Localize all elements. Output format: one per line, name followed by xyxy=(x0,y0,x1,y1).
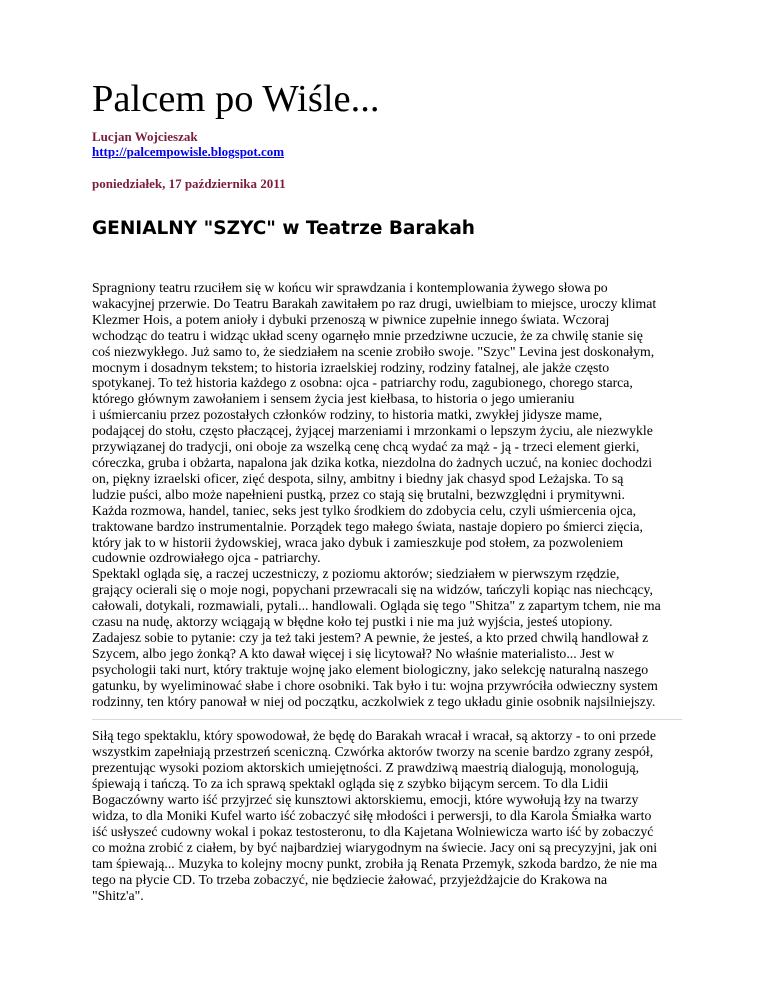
post-paragraph-1 xyxy=(92,280,682,720)
author-name: Lucjan Wojcieszak xyxy=(92,129,198,144)
text-line: podającej do stołu, często płaczącej, żyjącej marzeniami i mrzonkami o lepszym życiu, ale niezwykle xyxy=(92,423,653,439)
text-line: Siłą tego spektaklu, który spowodował, że będę do Barakah wracał i wracał, są aktorzy - to oni przede xyxy=(92,728,656,744)
text-line: wszystkim zapełniają przestrzeń sceniczną. Czwórka aktorów tworzy na scenie bardzo zgrany zespół, xyxy=(92,744,654,760)
text-line: "Shitz'a". xyxy=(92,887,144,903)
text-line: mocnym i dosadnym tekstem; to historia izraelskiej rodziny, rodziny fatalnej, ale jakże często xyxy=(92,359,610,375)
page xyxy=(92,76,682,903)
text-line: wakacyjnej przerwie. Do Teatru Barakah zawitałem po raz drugi, uwielbiam to miejsce, uroczy klimat xyxy=(92,295,657,311)
text-line: który jak to w historii żydowskiej, wraca jako dybuk i zamieszkuje pod stołem, za pozwoleniem xyxy=(92,534,624,550)
text-line: tego na płycie CD. To trzeba zobaczyć, nie będziecie żałować, przyjeżdżajcie do Krakowa na xyxy=(92,871,608,887)
text-line: Spektakl ogląda się, a raczej uczestniczy, z poziomu aktorów; siedziałem w pierwszym rzędzie, xyxy=(92,566,620,582)
text-line: grający ocierali się o moje nogi, popychani przewracali się na widzów, tańczyli kopiąc nas niechcący, xyxy=(92,582,653,598)
text-line: traktowane bardzo instrumentalnie. Porządek tego małego świata, nastaje dopiero po śmierci zięcia, xyxy=(92,518,643,534)
text-line: Każda rozmowa, handel, taniec, seks jest tylko środkiem do zdobycia celu, czyli uśmiercenia ojca, xyxy=(92,502,637,518)
text-line: córeczka, gruba i obżarta, napalona jak dzika kotka, niezdolna do żadnych uczuć, na koniec dochodzi xyxy=(92,454,653,470)
text-line: którego głównym zawołaniem i sensem życia jest kiełbasa, to historia o jego umieraniu xyxy=(92,391,575,407)
blog-title: Palcem po Wiśle... xyxy=(92,78,380,120)
text-line: ludzie puści, albo może napełnieni pustką, przez co stają się brutalni, bezwzględni i prymitywni. xyxy=(92,486,625,502)
text-line: Szycem, albo jego żonką? A kto dawał więcej i się licytował? No właśnie materialisto... Jest w xyxy=(92,645,615,661)
text-line: iść usłyszeć cudowny wokal i pokaz testosteronu, to dla Kajetana Wolniewicza warto iść by zobaczyć xyxy=(92,823,654,839)
text-line: prezentując wysoki poziom aktorskich umiejętności. Z prawdziwą maestrią dialogują, monologują, xyxy=(92,760,640,776)
post-body xyxy=(92,280,682,903)
text-line: psychologii taki nurt, który traktuje wojnę jako element biologiczny, jako selekcję naturalną naszego xyxy=(92,661,649,677)
text-line: cudownie ozdrowiałego ojca - patriarchy. xyxy=(92,550,321,566)
post-date: poniedziałek, 17 października 2011 xyxy=(92,176,286,191)
text-line: co można zrobić z ciałem, by być najbardziej wiarygodnym na świecie. Jacy oni są precyzyjni, jak oni xyxy=(92,839,658,855)
text-line: Bogaczówny warto iść przyjrzeć się kunsztowi aktorskiemu, emocji, które wywołują łzy na twarzy xyxy=(92,792,639,808)
blog-url-line xyxy=(92,144,682,159)
text-line: Zadajesz sobie to pytanie: czy ja też taki jestem? A pewnie, że jesteś, a kto przed chwilą handlował z xyxy=(92,629,649,645)
text-line: całowali, dotykali, rozmawiali, pytali... handlowali. Ogląda się tego "Shitza" z zapartym tchem, nie ma xyxy=(92,598,661,614)
text-line: rodzinny, ten który panował w niej od początku, aczkolwiek z tego układu ginie osobnik najsilniejszy. xyxy=(92,693,656,709)
text-line: gatunku, by wyeliminować słabe i chore osobniki. Tak było i tu: wojna przywróciła odwieczny system xyxy=(92,677,658,693)
text-line: śpiewają i tańczą. To za ich sprawą spektakl ogląda się z szybko bijącym sercem. To dla Lidii xyxy=(92,776,609,792)
text-line: widza, to dla Moniki Kufel warto iść zobaczyć siłę młodości i perwersji, to dla Karola Śmiałka warto xyxy=(92,808,652,823)
text-line: Klezmer Hois, a potem anioły i dybuki przenoszą w piwnice zupełnie innego świata. Wczoraj xyxy=(92,311,610,327)
text-line: i uśmiercaniu przez pozostałych członków rodziny, to historia matki, zwykłej jidysze mame, xyxy=(92,407,603,423)
post-title: GENIALNY "SZYC" w Teatrze Barakah xyxy=(92,218,475,239)
text-line: tam śpiewają... Muzyka to kolejny mocny punkt, zrobiła ją Renata Przemyk, szkoda bardzo, że nie ma xyxy=(92,855,658,871)
text-line: przywiązanej do tradycji, oni oboje za wszelką cenę chcą wydać za mąż - ją - trzeci element gierki, xyxy=(92,439,640,455)
text-line: wchodząc do teatru i widząc układ sceny ogarnęło mnie przedziwne uczucie, że za chwilę stanie się xyxy=(92,327,643,343)
blog-meta xyxy=(92,129,682,159)
text-line: coś niezwykłego. Już samo to, że siedziałem na scenie zrobiło swoje. "Szyc" Levina jest doskonałym, xyxy=(92,343,655,359)
text-line: Spragniony teatru rzuciłem się w końcu wir sprawdzania i kontemplowania żywego słowa po xyxy=(92,280,608,295)
blog-url-link[interactable]: http://palcempowisle.blogspot.com xyxy=(92,144,285,159)
text-line: czasu na nudę, aktorzy wciągają w błędne koło tej pustki i nie ma już wyjścia, jesteś utopiony. xyxy=(92,614,613,630)
text-line: on, piękny izraelski oficer, zięć despota, silny, ambitny i biedny jak chasyd spod Leżajska. To są xyxy=(92,470,624,486)
text-line: spotykanej. To też historia każdego z osobna: ojca - patriarchy rodu, zagubionego, chorego starca, xyxy=(92,375,633,391)
post-paragraph-2 xyxy=(92,720,682,903)
